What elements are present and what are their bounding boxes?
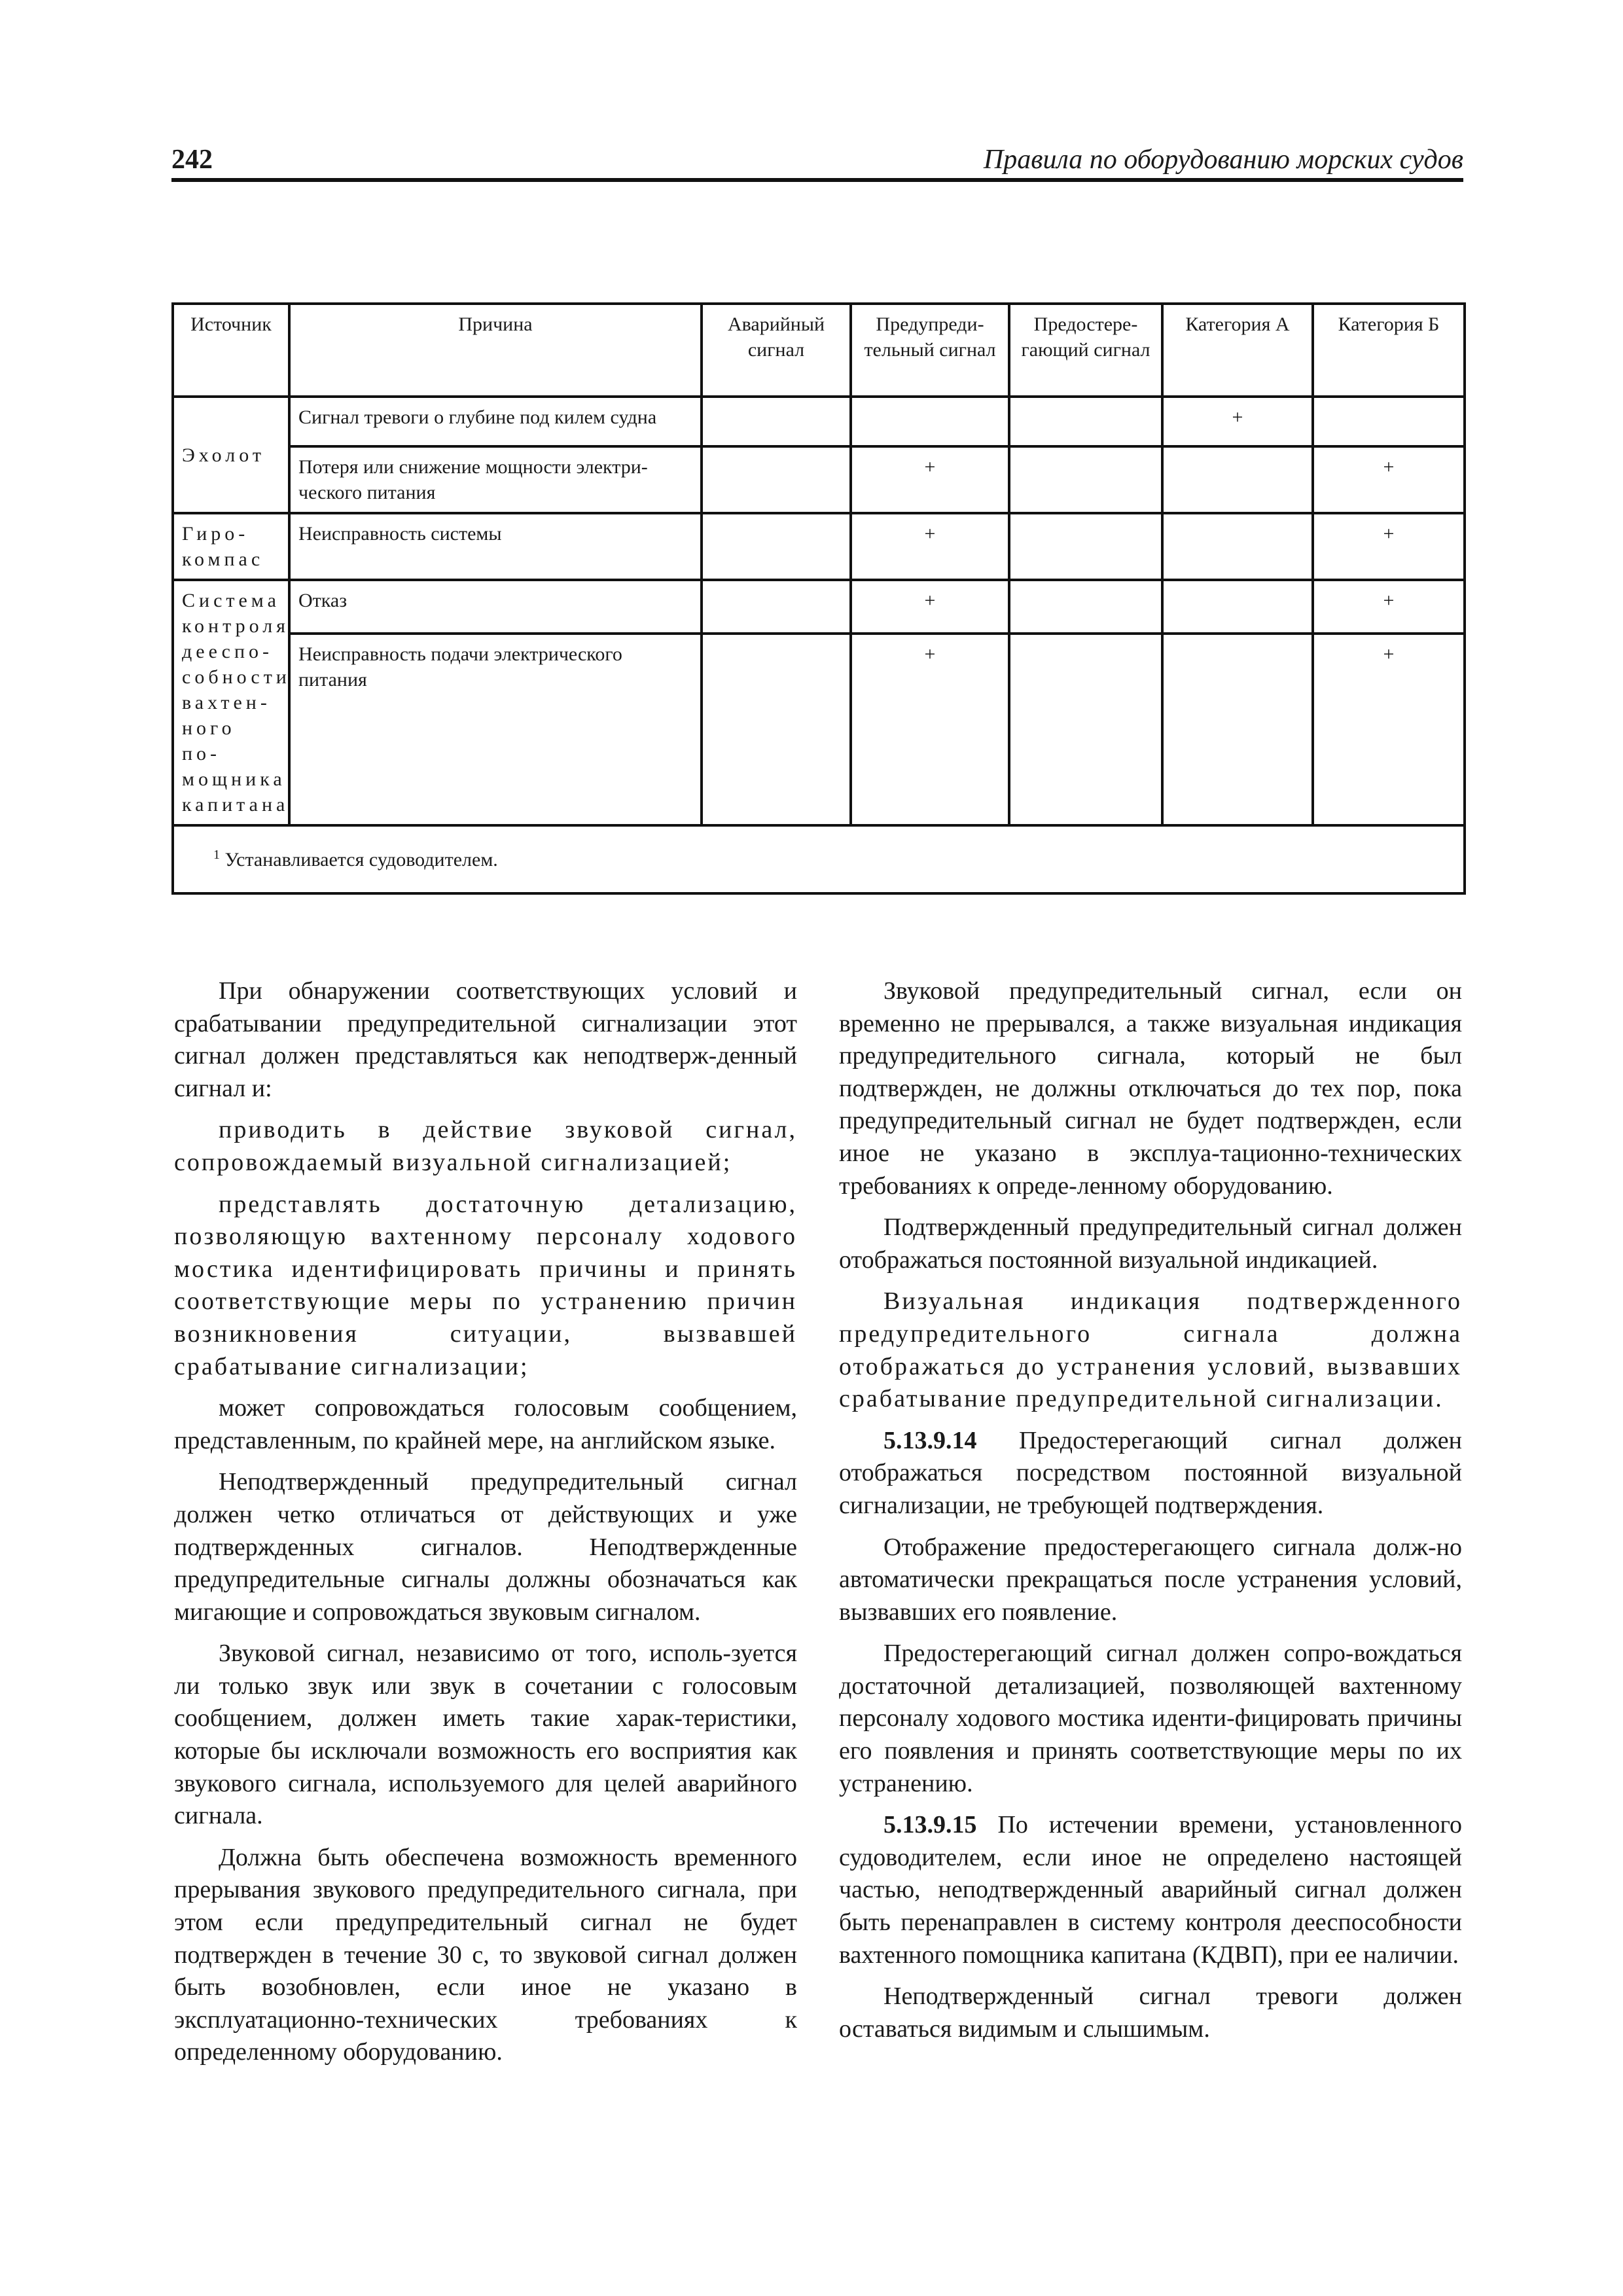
mark-cell	[702, 634, 851, 825]
body-column-left	[174, 975, 797, 2078]
paragraph: Визуальная индикация подтвержденного предупредительного сигнала должна отображаться до устранения условий, вызвавших срабатывание предупредительной сигнализации.	[839, 1287, 1462, 1413]
page-number: 242	[171, 145, 213, 175]
paragraph: представлять достаточную детализацию, позволяющую вахтенному персоналу ходового мостика идентифицировать причины и принять соответствующие меры по устранению причин возникновения ситуации, вызвавшей срабатывание сигнализации;	[174, 1190, 797, 1380]
paragraph: Неподтвержденный предупредительный сигнал должен четко отличаться от действующих и уже подтвержденных сигналов. Неподтвержденные предупредительные сигналы должны обозначаться как мигающие и сопровождаться звуковым сигналом.	[174, 1468, 797, 1626]
mark-cell	[702, 446, 851, 513]
paragraph-text: По истечении времени, установленного судоводителем, если иное не определено настоящей частью, неподтвержденный аварийный сигнал должен быть перенаправлен в систему контроля дееспособности вахтенного помощника капитана (КДВП), при ее наличии.	[839, 1811, 1462, 1969]
cause-cell: Отказ	[289, 580, 702, 634]
mark-cell: +	[1313, 580, 1465, 634]
mark-cell	[1009, 397, 1162, 446]
paragraph-text: Предостерегающий сигнал должен отображаться посредством постоянной визуальной сигнализации, не требующей подтверждения.	[839, 1426, 1463, 1519]
footnote-marker: 1	[213, 848, 220, 862]
header-caution-signal: Предостере-гающий сигнал	[1009, 304, 1162, 397]
header-emergency-signal: Аварийный сигнал	[702, 304, 851, 397]
paragraph: приводить в действие звуковой сигнал, сопровождаемый визуальной сигнализацией;	[174, 1116, 797, 1176]
table-row	[173, 513, 1465, 580]
mark-cell	[1313, 397, 1465, 446]
mark-cell	[1009, 634, 1162, 825]
paragraph: может сопровождаться голосовым сообщением, представленным, по крайней мере, на английском языке.	[174, 1394, 797, 1454]
mark-cell	[1162, 634, 1313, 825]
table-footnote	[173, 825, 1465, 893]
body-column-right	[839, 975, 1462, 2054]
table-row	[173, 634, 1465, 825]
table-footnote-row	[173, 825, 1465, 893]
header-category-a: Категория А	[1162, 304, 1313, 397]
mark-cell	[702, 397, 851, 446]
paragraph	[839, 1809, 1462, 1971]
mark-cell	[1009, 580, 1162, 634]
cause-cell: Неисправность подачи электрического питания	[289, 634, 702, 825]
header-cause: Причина	[289, 304, 702, 397]
cause-cell: Сигнал тревоги о глубине под килем судна	[289, 397, 702, 446]
paragraph: Неподтвержденный сигнал тревоги должен оставаться видимым и слышимым.	[839, 1982, 1462, 2043]
mark-cell	[702, 580, 851, 634]
mark-cell: +	[1162, 397, 1313, 446]
mark-cell	[702, 513, 851, 580]
source-cell: Эхолот	[173, 397, 289, 513]
mark-cell: +	[851, 446, 1009, 513]
header-category-b: Категория Б	[1313, 304, 1465, 397]
table-row	[173, 397, 1465, 446]
mark-cell: +	[851, 513, 1009, 580]
mark-cell: +	[851, 580, 1009, 634]
source-cell: Система контроля дееспо-собности вахтен-ного по-мощника капитана	[173, 580, 289, 825]
cause-cell: Потеря или снижение мощности электри-ческого питания	[289, 446, 702, 513]
cause-cell: Неисправность системы	[289, 513, 702, 580]
footnote-text: Устанавливается судоводителем.	[224, 849, 498, 870]
running-title: Правила по оборудованию морских судов	[983, 145, 1463, 175]
table-header-row	[173, 304, 1465, 397]
mark-cell: +	[1313, 634, 1465, 825]
header-source: Источник	[173, 304, 289, 397]
clause-number: 5.13.9.14	[883, 1426, 977, 1454]
mark-cell	[1162, 513, 1313, 580]
paragraph: Звуковой сигнал, независимо от того, исполь-зуется ли только звук или звук в сочетании с голосовым сообщением, должен иметь такие харак-теристики, которые бы исключали возможность его восприятия как звукового сигнала, используемого для целей аварийного сигнала.	[174, 1640, 797, 1830]
mark-cell	[1009, 513, 1162, 580]
header-warning-signal: Предупреди-тельный сигнал	[851, 304, 1009, 397]
table-row	[173, 580, 1465, 634]
page-header	[171, 139, 1463, 182]
mark-cell: +	[1313, 513, 1465, 580]
paragraph: Отображение предостерегающего сигнала долж-но автоматически прекращаться после устранения условий, вызвавших его появление.	[839, 1533, 1462, 1626]
mark-cell	[1162, 446, 1313, 513]
paragraph: Предостерегающий сигнал должен сопро-вождаться достаточной детализацией, позволяющей вахтенному персоналу ходового мостика иденти-фицировать причины его появления и принять соответствующие меры по их устранению.	[839, 1640, 1462, 1797]
mark-cell	[1009, 446, 1162, 513]
paragraph	[839, 1425, 1462, 1522]
table-row	[173, 446, 1465, 513]
mark-cell	[1162, 580, 1313, 634]
source-cell: Гиро-компас	[173, 513, 289, 580]
alarm-signals-table	[171, 302, 1466, 895]
paragraph: Звуковой предупредительный сигнал, если он временно не прерывался, а также визуальная индикация предупредительного сигнала, который не был подтвержден, не должны отключаться до тех пор, пока предупредительный сигнал не будет подтвержден, если иное не указано в эксплуа-тационно-технических требованиях к опреде-ленному оборудованию.	[839, 977, 1462, 1200]
mark-cell: +	[1313, 446, 1465, 513]
paragraph: Подтвержденный предупредительный сигнал должен отображаться постоянной визуальной индикацией.	[839, 1213, 1462, 1274]
clause-number: 5.13.9.15	[883, 1811, 977, 1839]
paragraph: При обнаружении соответствующих условий и срабатывании предупредительной сигнализации этот сигнал должен представляться как неподтверж-денный сигнал и:	[174, 977, 797, 1102]
mark-cell	[851, 397, 1009, 446]
mark-cell: +	[851, 634, 1009, 825]
paragraph: Должна быть обеспечена возможность временного прерывания звукового предупредительного сигнала, при этом если предупредительный сигнал не будет подтвержден в течение 30 с, то звуковой сигнал должен быть возобновлен, если иное не указано в эксплуатационно-технических требованиях к определенному оборудованию.	[174, 1843, 797, 2066]
